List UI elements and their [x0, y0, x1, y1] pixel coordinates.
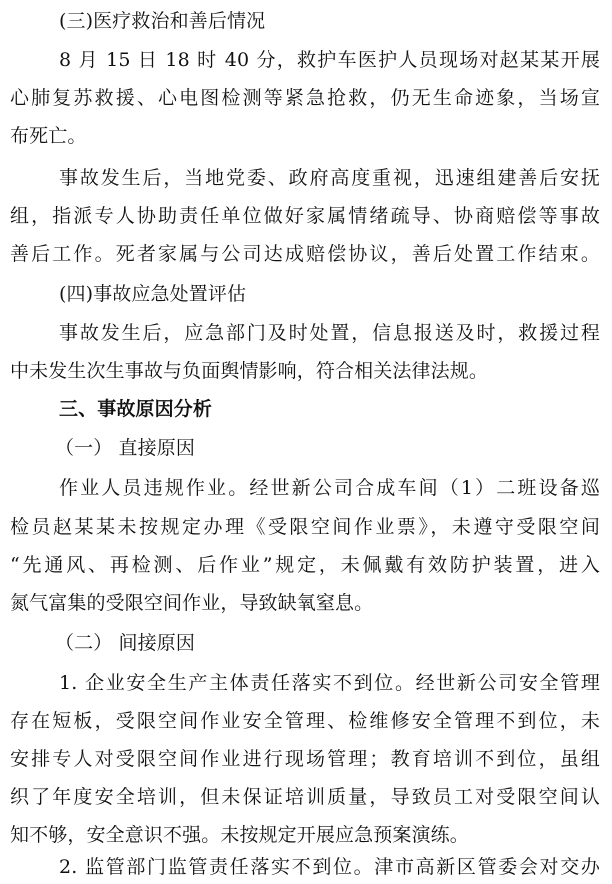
indirect-cause-paragraph-1-line-4: 织了年度安全培训，但未保证培训质量，导致员工对受限空间认 [10, 786, 600, 808]
direct-cause-paragraph-line-4: 氮气富集的受限空间作业，导致缺氧窒息。 [10, 592, 374, 614]
section-medical-heading: (三)医疗救治和善后情况 [59, 10, 266, 32]
section-cause-heading: 三、事故原因分析 [59, 398, 212, 420]
indirect-cause-paragraph-1-line-3: 安排专人对受限空间作业进行现场管理；教育培训不到位，虽组 [10, 748, 600, 770]
medical-paragraph-1-line-2: 心肺复苏救援、心电图检测等紧急抢救，仍无生命迹象，当场宣 [10, 87, 600, 109]
direct-cause-paragraph-line-3: “先通风、再检测、后作业”规定，未佩戴有效防护装置，进入 [10, 554, 600, 576]
indirect-cause-paragraph-1-line-5: 知不够，安全意识不强。未按规定开展应急预案演练。 [10, 824, 469, 846]
medical-paragraph-2-line-1: 事故发生后，当地党委、政府高度重视，迅速组建善后安抚 [59, 167, 600, 189]
medical-paragraph-2-line-2: 组，指派专人协助责任单位做好家属情绪疏导、协商赔偿等事故 [10, 205, 600, 227]
direct-cause-paragraph-line-1: 作业人员违规作业。经世新公司合成车间（1）二班设备巡 [59, 477, 600, 499]
emergency-paragraph-line-2: 中未发生次生事故与负面舆情影响，符合相关法律法规。 [10, 360, 489, 382]
indirect-cause-paragraph-1-line-2: 存在短板，受限空间作业安全管理、检维修安全管理不到位，未 [10, 710, 600, 732]
indirect-cause-paragraph-1-line-1: 1. 企业安全生产主体责任落实不到位。经世新公司安全管理 [59, 672, 600, 694]
indirect-cause-paragraph-2-line-1: 2. 监管部门监管责任落实不到位。津市高新区管委会对交办 [59, 856, 600, 878]
emergency-paragraph-line-1: 事故发生后，应急部门及时处置，信息报送及时，救援过程 [59, 322, 600, 344]
section-emergency-heading: (四)事故应急处置评估 [59, 283, 247, 305]
medical-paragraph-1-line-1: 8 月 15 日 18 时 40 分，救护车医护人员现场对赵某某开展 [59, 49, 600, 71]
indirect-cause-heading: （二） 间接原因 [55, 632, 195, 654]
medical-paragraph-1-line-3: 布死亡。 [10, 125, 87, 147]
medical-paragraph-2-line-3: 善后工作。死者家属与公司达成赔偿协议，善后处置工作结束。 [10, 243, 600, 265]
direct-cause-paragraph-line-2: 检员赵某某未按规定办理《受限空间作业票》，未遵守受限空间 [10, 516, 600, 538]
direct-cause-heading: （一） 直接原因 [55, 437, 195, 459]
